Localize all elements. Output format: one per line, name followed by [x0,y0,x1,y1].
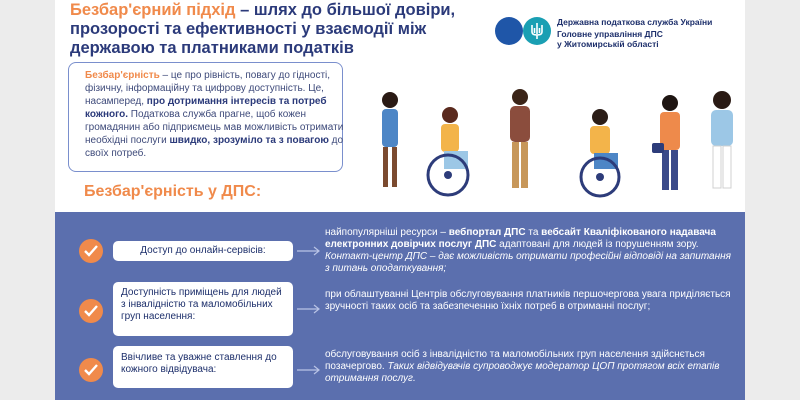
intro-part3: про дотримання інтересів та потреб кожного. [85,96,327,120]
intro-part5: швидко, зрозуміло та з повагою [169,135,329,146]
desc-part: та [525,227,542,238]
headline-accent: Безбар'єрний підхід [70,1,236,19]
check-icon [79,239,103,263]
top-section [55,0,745,200]
desc-part-italic: Таких відвідувачів супроводжує модератор ЦОП протягом всіх етапів отримання послуг. [325,361,720,384]
intro-part4: Податкова служба прагне, щоб кожен громадянин або підприємець мав можливість отримати необхідні послуги [85,109,344,146]
desc-part-italic: Контакт-центр ДПС – дає можливість отримати професійні відповіді на запитання з питань оподаткування; [325,251,731,274]
feature-label: Доступність приміщень для людей з інвалідністю та маломобільних груп населення: [113,282,293,336]
features-panel [55,212,745,400]
desc-part: адаптовані для людей із порушенням зору. [496,239,699,250]
trident-icon [523,17,551,45]
section-title: Безбар'єрність у ДПС: [84,183,262,200]
check-icon [79,299,103,323]
intro-term: Безбар'єрність [85,70,160,81]
infographic [55,0,745,400]
intro-text [85,69,355,160]
headline-rest: – шлях до більшої довіри, прозорості та ефективності у взаємодії між державою та платниками податків [70,1,456,57]
org-sub [557,29,663,49]
desc-part: найпопулярніші ресурси – [325,227,449,238]
dps-logo-circle [495,17,523,45]
org-sub-line2: у Житомирській області [557,39,659,49]
intro-part2: – це про рівність, повагу до гідності, фізичну, інформаційну та цифрову доступність. Це, насамперед, [85,70,331,107]
desc-part: при облаштуванні Центрів обслуговування платників першочергова увага приділяється зручності таких осіб та забезпеченню їхніх потреб в отриманні послуг; [325,289,731,312]
org-sub-line1: Головне управління ДПС [557,29,663,39]
feature-label: Ввічливе та уважне ставлення до кожного відвідувача: [113,346,293,388]
feature-description [325,349,735,385]
desc-part: обслуговування осіб з інвалідністю та маломобільних груп населення здійснється позачергово. [325,349,705,372]
desc-part-bold: вебсайт Кваліфікованого надавача електронних довірчих послуг ДПС [325,227,716,250]
arrow-icon [296,364,322,376]
feature-label: Доступ до онлайн-сервісів: [113,241,293,261]
feature-description [325,227,735,275]
arrow-icon [296,303,322,315]
illustration-people [370,85,745,200]
org-name: Державна податкова служба України [557,17,713,27]
check-icon [79,358,103,382]
org-block [495,12,740,50]
headline [70,1,480,58]
intro-part6: до своїх потреб. [85,135,344,159]
arrow-icon [296,245,322,257]
feature-description [325,289,735,313]
desc-part-bold: вебпортал ДПС [448,227,526,238]
